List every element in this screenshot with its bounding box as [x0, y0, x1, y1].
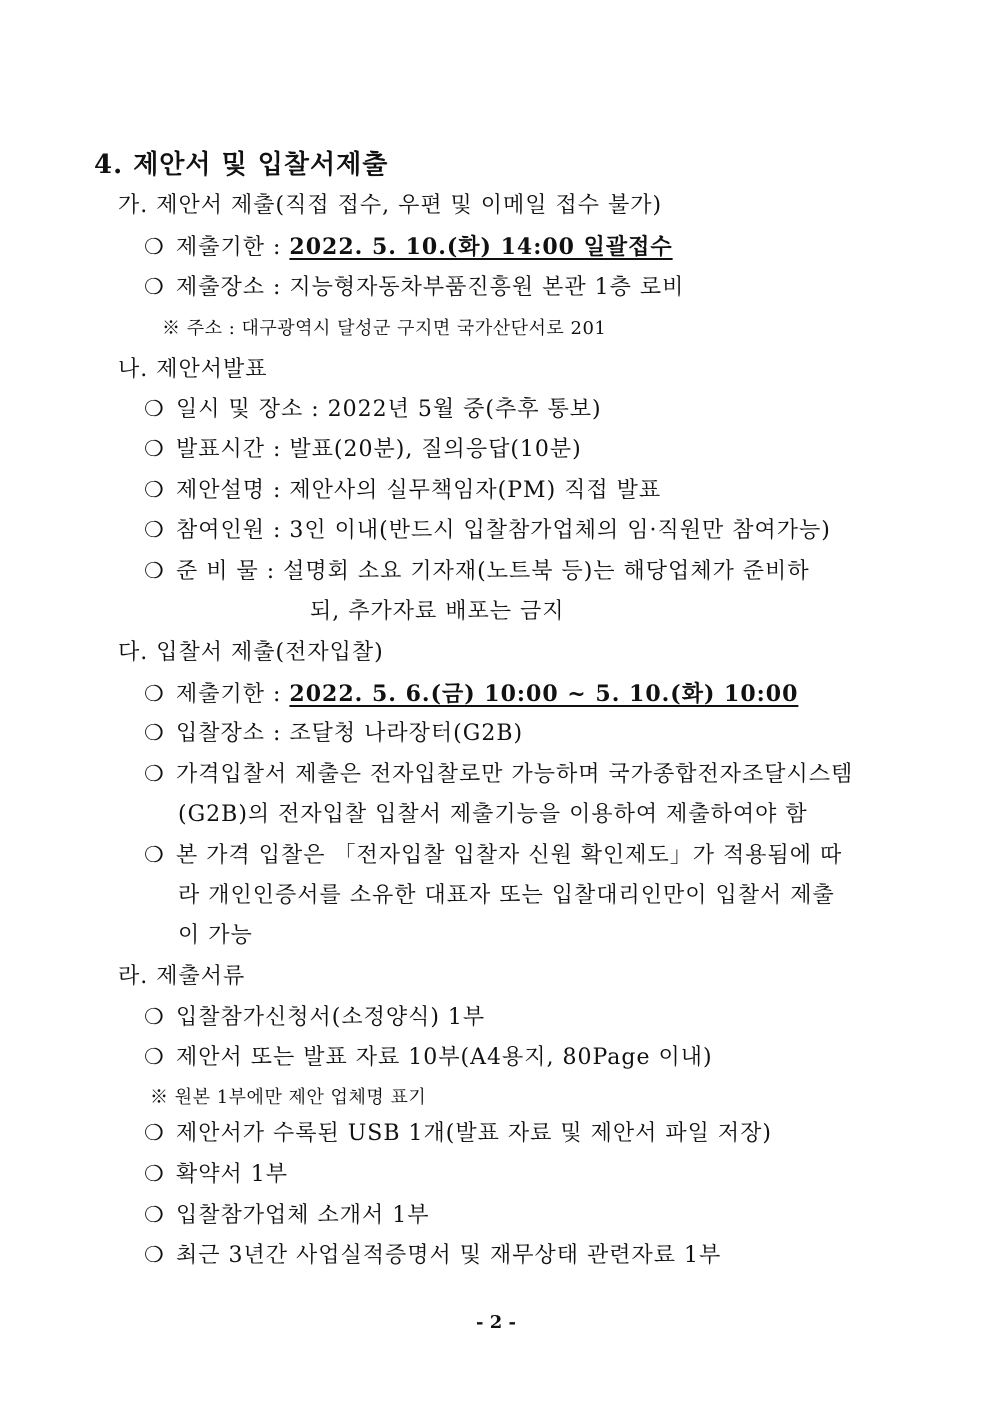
address-note: ※ 주소 : 대구광역시 달성군 구지면 국가산단서로 201 [162, 318, 607, 339]
doc-proposal: 제안서 또는 발표 자료 10부(A4용지, 80Page 이내) [176, 1045, 713, 1070]
subsection-title-d: 라. 제출서류 [118, 964, 246, 989]
circle-bullet-icon: ❍ [144, 1203, 165, 1228]
price-bid-line-2: (G2B)의 전자입찰 입찰서 제출기능을 이용하여 제출하여야 함 [178, 802, 808, 827]
circle-bullet-icon: ❍ [144, 559, 165, 584]
circle-bullet-icon: ❍ [144, 1162, 165, 1187]
original-note: ※ 원본 1부에만 제안 업체명 표기 [150, 1087, 427, 1108]
list-item [144, 1003, 485, 1033]
circle-bullet-icon: ❍ [144, 843, 165, 868]
list-item [144, 557, 810, 587]
circle-bullet-icon: ❍ [144, 1045, 165, 1070]
deadline-label: 제출기한 : [176, 235, 290, 260]
circle-bullet-icon: ❍ [144, 518, 165, 543]
list-item [144, 435, 582, 465]
list-item [144, 719, 523, 749]
circle-bullet-icon: ❍ [144, 1121, 165, 1146]
subsection-title-c: 다. 입찰서 제출(전자입찰) [118, 640, 384, 665]
bid-deadline-value: 2022. 5. 6.(금) 10:00 ~ 5. 10.(화) 10:00 [289, 681, 799, 707]
circle-bullet-icon: ❍ [144, 1005, 165, 1030]
list-item [144, 395, 602, 425]
bid-place: 입찰장소 : 조달청 나라장터(G2B) [176, 721, 524, 746]
circle-bullet-icon: ❍ [144, 437, 165, 462]
attendees: 참여인원 : 3인 이내(반드시 입찰참가업체의 임·직원만 참여가능) [176, 518, 831, 543]
presentation-datetime: 일시 및 장소 : 2022년 5월 중(추후 통보) [176, 397, 602, 422]
certificate-line-3: 이 가능 [178, 923, 253, 948]
doc-application: 입찰참가신청서(소정양식) 1부 [176, 1005, 486, 1030]
list-item [144, 273, 684, 303]
list-item [144, 1241, 721, 1271]
circle-bullet-icon: ❍ [144, 762, 165, 787]
circle-bullet-icon: ❍ [144, 275, 165, 300]
circle-bullet-icon: ❍ [144, 1243, 165, 1268]
certificate-line-1: 본 가격 입찰은 「전자입찰 입찰자 신원 확인제도」가 적용됨에 따 [176, 843, 843, 868]
subsection-title-b: 나. 제안서발표 [118, 357, 268, 382]
section-title: 4. 제안서 및 입찰서제출 [94, 150, 389, 180]
list-item [144, 476, 661, 506]
preparation-line-2: 되, 추가자료 배포는 금지 [310, 599, 565, 624]
preparation-line-1: 준 비 물 : 설명회 소요 기자재(노트북 등)는 해당업체가 준비하 [176, 559, 810, 584]
circle-bullet-icon: ❍ [144, 235, 165, 260]
list-item [144, 1201, 430, 1231]
page-number: - 2 - [476, 1312, 516, 1333]
list-item [144, 1043, 713, 1073]
deadline-value: 2022. 5. 10.(화) 14:00 일괄접수 [289, 234, 673, 260]
doc-performance: 최근 3년간 사업실적증명서 및 재무상태 관련자료 1부 [176, 1243, 722, 1268]
doc-usb: 제안서가 수록된 USB 1개(발표 자료 및 제안서 파일 저장) [176, 1121, 772, 1146]
bid-deadline-label: 제출기한 : [176, 682, 290, 707]
subsection-title-a: 가. 제안서 제출(직접 접수, 우편 및 이메일 접수 불가) [118, 193, 663, 218]
circle-bullet-icon: ❍ [144, 721, 165, 746]
doc-pledge: 확약서 1부 [176, 1162, 288, 1187]
presenter: 제안설명 : 제안사의 실무책임자(PM) 직접 발표 [176, 478, 662, 503]
list-item [144, 841, 842, 871]
list-item [144, 679, 798, 710]
certificate-line-2: 라 개인인증서를 소유한 대표자 또는 입찰대리인만이 입찰서 제출 [178, 883, 835, 908]
list-item [144, 516, 831, 546]
list-item [144, 232, 673, 263]
circle-bullet-icon: ❍ [144, 478, 165, 503]
presentation-duration: 발표시간 : 발표(20분), 질의응답(10분) [176, 437, 582, 462]
list-item [144, 760, 853, 790]
list-item [144, 1160, 288, 1190]
price-bid-line-1: 가격입찰서 제출은 전자입찰로만 가능하며 국가종합전자조달시스템 [176, 762, 854, 787]
submission-place: 제출장소 : 지능형자동차부품진흥원 본관 1층 로비 [176, 275, 685, 300]
circle-bullet-icon: ❍ [144, 682, 165, 707]
list-item [144, 1119, 772, 1149]
doc-company-intro: 입찰참가업체 소개서 1부 [176, 1203, 430, 1228]
circle-bullet-icon: ❍ [144, 397, 165, 422]
